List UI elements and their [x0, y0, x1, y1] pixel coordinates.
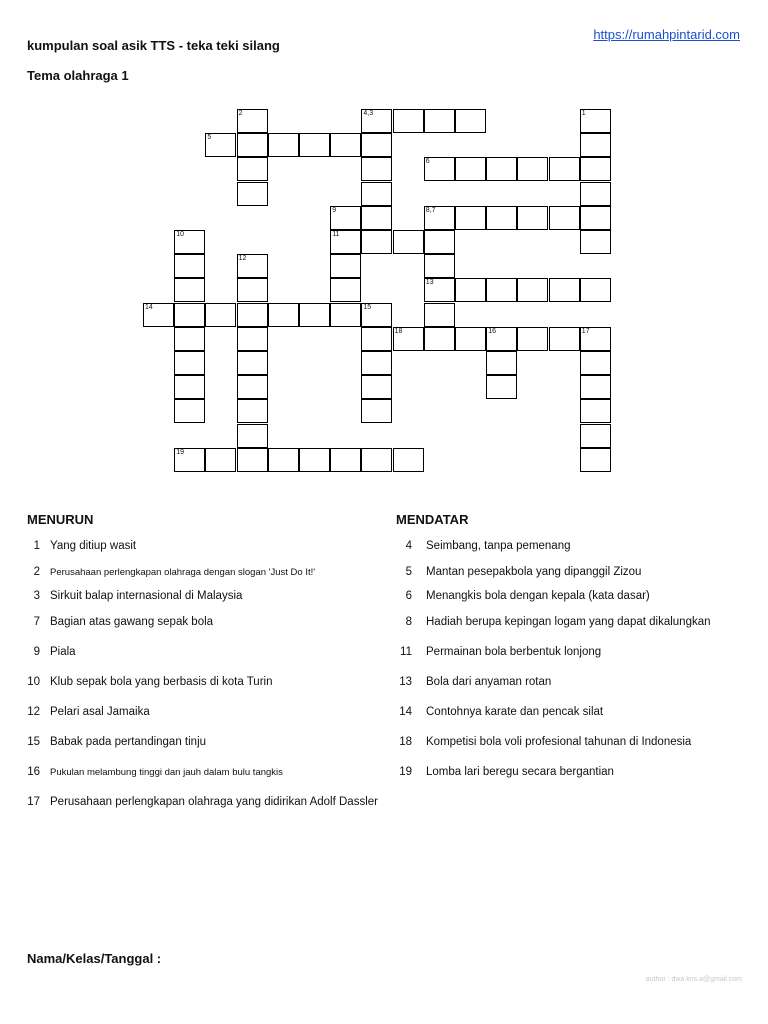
crossword-cell[interactable]: [580, 448, 611, 472]
crossword-cell[interactable]: [237, 303, 268, 327]
crossword-cell[interactable]: [237, 327, 268, 351]
clue-text: Pelari asal Jamaika: [50, 706, 150, 718]
author-credit: author : dwa.kris.a@gmail.com: [645, 976, 742, 983]
crossword-cell[interactable]: [517, 206, 548, 230]
crossword-cell[interactable]: [237, 448, 268, 472]
clue-number: 16: [27, 766, 40, 778]
cell-number: 17: [581, 327, 590, 335]
crossword-cell[interactable]: [174, 375, 205, 399]
clue-text: Bola dari anyaman rotan: [426, 676, 552, 688]
crossword-cell[interactable]: [174, 351, 205, 375]
crossword-cell[interactable]: [361, 399, 392, 423]
crossword-cell[interactable]: [237, 157, 268, 181]
crossword-cell[interactable]: [361, 182, 392, 206]
crossword-cell[interactable]: [517, 278, 548, 302]
crossword-cell[interactable]: [580, 375, 611, 399]
clue-text: Babak pada pertandingan tinju: [50, 736, 207, 748]
crossword-cell[interactable]: [268, 448, 299, 472]
crossword-grid: [0, 0, 768, 480]
crossword-cell[interactable]: [486, 351, 517, 375]
crossword-cell[interactable]: [517, 157, 548, 181]
crossword-cell[interactable]: [455, 109, 486, 133]
crossword-cell[interactable]: [361, 327, 392, 351]
cell-number: 13: [425, 279, 434, 287]
crossword-cell[interactable]: [361, 303, 392, 327]
cell-number: 9: [332, 206, 337, 214]
crossword-cell[interactable]: [299, 133, 330, 157]
name-class-date-label: Nama/Kelas/Tanggal :: [27, 951, 162, 966]
crossword-cell[interactable]: [174, 278, 205, 302]
crossword-cell[interactable]: [361, 109, 392, 133]
clue-text: Lomba lari beregu secara bergantian: [426, 766, 614, 778]
crossword-cell[interactable]: [361, 351, 392, 375]
crossword-cell[interactable]: [424, 230, 455, 254]
crossword-cell[interactable]: [549, 278, 580, 302]
clue-text: Klub sepak bola yang berbasis di kota Turin: [50, 676, 273, 688]
crossword-cell[interactable]: [237, 351, 268, 375]
crossword-cell[interactable]: [330, 254, 361, 278]
clue-number: 1: [33, 540, 40, 552]
crossword-cell[interactable]: [580, 109, 611, 133]
crossword-cell[interactable]: [330, 133, 361, 157]
crossword-cell[interactable]: [361, 230, 392, 254]
crossword-cell[interactable]: [455, 157, 486, 181]
across-clues-heading: MENDATAR: [396, 512, 469, 527]
crossword-cell[interactable]: [237, 254, 268, 278]
crossword-cell[interactable]: [361, 157, 392, 181]
crossword-cell[interactable]: [580, 278, 611, 302]
clue-number: 5: [405, 566, 412, 578]
theme-label: Tema olahraga 1: [27, 68, 129, 83]
clue-number: 9: [33, 646, 40, 658]
clue-text: Perusahaan perlengkapan olahraga yang didirikan Adolf Dassler: [50, 796, 378, 808]
crossword-cell[interactable]: [580, 327, 611, 351]
clue-number: 15: [27, 736, 40, 748]
crossword-cell[interactable]: [580, 206, 611, 230]
cell-number: 5: [207, 134, 212, 142]
cell-number: 1: [581, 110, 586, 117]
crossword-cell[interactable]: [580, 351, 611, 375]
crossword-cell[interactable]: [237, 278, 268, 302]
crossword-cell[interactable]: [330, 303, 361, 327]
crossword-cell[interactable]: [174, 327, 205, 351]
worksheet-title: kumpulan soal asik TTS - teka teki silang: [27, 38, 280, 53]
clue-text: Contohnya karate dan pencak silat: [426, 706, 604, 718]
clue-text: Yang ditiup wasit: [50, 540, 137, 552]
clue-number: 2: [33, 566, 40, 578]
clue-text: Kompetisi bola voli profesional tahunan di Indonesia: [426, 736, 692, 748]
crossword-cell[interactable]: [174, 399, 205, 423]
crossword-cell[interactable]: [393, 109, 424, 133]
clue-number: 10: [27, 676, 40, 688]
crossword-cell[interactable]: [486, 278, 517, 302]
crossword-cell[interactable]: [424, 157, 455, 181]
crossword-cell[interactable]: [424, 206, 455, 230]
crossword-cell[interactable]: [268, 133, 299, 157]
crossword-cell[interactable]: [330, 278, 361, 302]
crossword-cell[interactable]: [237, 133, 268, 157]
crossword-cell[interactable]: [174, 303, 205, 327]
cell-number: 11: [332, 231, 340, 238]
crossword-cell[interactable]: [174, 448, 205, 472]
crossword-cell[interactable]: [205, 133, 236, 157]
crossword-cell[interactable]: [455, 206, 486, 230]
cell-number: 18: [394, 327, 403, 335]
crossword-cell[interactable]: [393, 327, 424, 351]
clue-number: 6: [405, 590, 412, 602]
clue-text: Menangkis bola dengan kepala (kata dasar): [426, 590, 650, 602]
crossword-cell[interactable]: [361, 448, 392, 472]
crossword-cell[interactable]: [393, 230, 424, 254]
cell-number: 12: [238, 255, 247, 263]
crossword-cell[interactable]: [237, 424, 268, 448]
website-link[interactable]: https://rumahpintarid.com: [593, 27, 740, 42]
crossword-cell[interactable]: [580, 399, 611, 423]
crossword-cell[interactable]: [424, 327, 455, 351]
crossword-cell[interactable]: [424, 254, 455, 278]
cell-number: 8,7: [425, 206, 436, 214]
crossword-cell[interactable]: [361, 375, 392, 399]
crossword-cell[interactable]: [361, 206, 392, 230]
clue-number: 13: [399, 676, 412, 688]
crossword-cell[interactable]: [580, 157, 611, 181]
clue-text: Perusahaan perlengkapan olahraga dengan slogan 'Just Do It!': [50, 567, 316, 578]
crossword-cell[interactable]: [424, 303, 455, 327]
crossword-cell[interactable]: [237, 399, 268, 423]
cell-number: 16: [488, 327, 496, 335]
clue-number: 12: [27, 706, 40, 718]
crossword-cell[interactable]: [580, 182, 611, 206]
crossword-cell[interactable]: [549, 206, 580, 230]
cell-number: 19: [176, 448, 184, 456]
clue-number: 17: [27, 796, 40, 808]
clue-number: 4: [405, 540, 412, 552]
clue-number: 7: [33, 616, 40, 628]
crossword-cell[interactable]: [268, 303, 299, 327]
cell-number: 10: [176, 231, 184, 238]
crossword-cell[interactable]: [486, 157, 517, 181]
crossword-cell[interactable]: [549, 157, 580, 181]
crossword-cell[interactable]: [361, 133, 392, 157]
clue-text: Permainan bola berbentuk lonjong: [426, 646, 602, 658]
crossword-cell[interactable]: [580, 424, 611, 448]
crossword-cell[interactable]: [455, 278, 486, 302]
clue-text: Seimbang, tanpa pemenang: [426, 540, 571, 552]
crossword-cell[interactable]: [330, 448, 361, 472]
crossword-cell[interactable]: [330, 230, 361, 254]
crossword-cell[interactable]: [486, 206, 517, 230]
clue-text: Mantan pesepakbola yang dipanggil Zizou: [426, 566, 642, 578]
crossword-cell[interactable]: [455, 327, 486, 351]
crossword-cell[interactable]: [517, 327, 548, 351]
crossword-cell[interactable]: [205, 303, 236, 327]
cell-number: 6: [425, 158, 430, 166]
clue-number: 19: [399, 766, 412, 778]
crossword-cell[interactable]: [237, 182, 268, 206]
clue-text: Hadiah berupa kepingan logam yang dapat dikalungkan: [426, 616, 711, 628]
crossword-cell[interactable]: [549, 327, 580, 351]
crossword-cell[interactable]: [174, 230, 205, 254]
clue-number: 18: [399, 736, 412, 748]
crossword-cell[interactable]: [330, 206, 361, 230]
clue-number: 14: [399, 706, 412, 718]
crossword-cell[interactable]: [393, 448, 424, 472]
crossword-cell[interactable]: [205, 448, 236, 472]
down-clues-heading: MENURUN: [27, 512, 94, 527]
crossword-cell[interactable]: [299, 303, 330, 327]
crossword-cell[interactable]: [237, 375, 268, 399]
crossword-cell[interactable]: [580, 230, 611, 254]
clue-text: Pukulan melambung tinggi dan jauh dalam bulu tangkis: [50, 767, 283, 778]
crossword-cell[interactable]: [143, 303, 174, 327]
clue-number: 3: [33, 590, 40, 602]
cell-number: 4,3: [363, 110, 374, 117]
crossword-cell[interactable]: [424, 109, 455, 133]
crossword-cell[interactable]: [174, 254, 205, 278]
clue-text: Bagian atas gawang sepak bola: [50, 616, 214, 628]
clue-text: Sirkuit balap internasional di Malaysia: [50, 590, 243, 602]
crossword-cell[interactable]: [486, 327, 517, 351]
crossword-cell[interactable]: [299, 448, 330, 472]
cell-number: 15: [363, 303, 372, 311]
clue-number: 11: [400, 646, 412, 658]
clue-number: 8: [405, 616, 412, 628]
crossword-cell[interactable]: [237, 109, 268, 133]
crossword-cell[interactable]: [424, 278, 455, 302]
cell-number: 2: [238, 110, 243, 117]
cell-number: 14: [145, 303, 153, 311]
crossword-cell[interactable]: [580, 133, 611, 157]
clue-text: Piala: [50, 646, 76, 658]
crossword-cell[interactable]: [486, 375, 517, 399]
